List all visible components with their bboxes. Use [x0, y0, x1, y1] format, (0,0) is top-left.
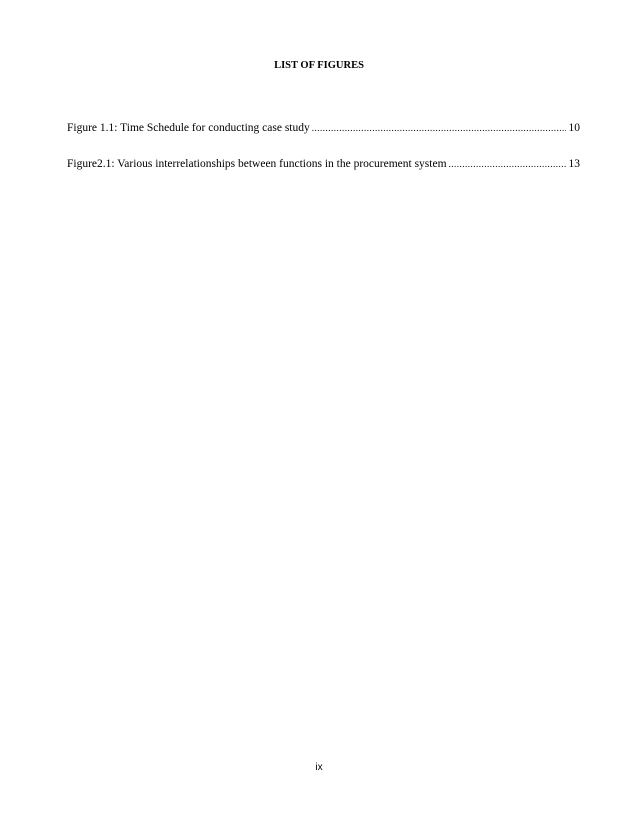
- figure-page-number: 10: [568, 122, 580, 134]
- figure-list: [67, 121, 580, 171]
- figure-entry[interactable]: [67, 121, 580, 135]
- figure-page-number: 13: [568, 158, 580, 170]
- page-title: LIST OF FIGURES: [274, 60, 364, 71]
- dot-leader: [449, 157, 566, 171]
- figure-entry[interactable]: [67, 157, 580, 171]
- dot-leader: [312, 121, 566, 135]
- figure-caption: Figure 1.1: Time Schedule for conducting case study: [67, 122, 310, 134]
- figure-caption: Figure2.1: Various interrelationships between functions in the procurement system: [67, 158, 447, 170]
- page-number: ix: [315, 762, 323, 773]
